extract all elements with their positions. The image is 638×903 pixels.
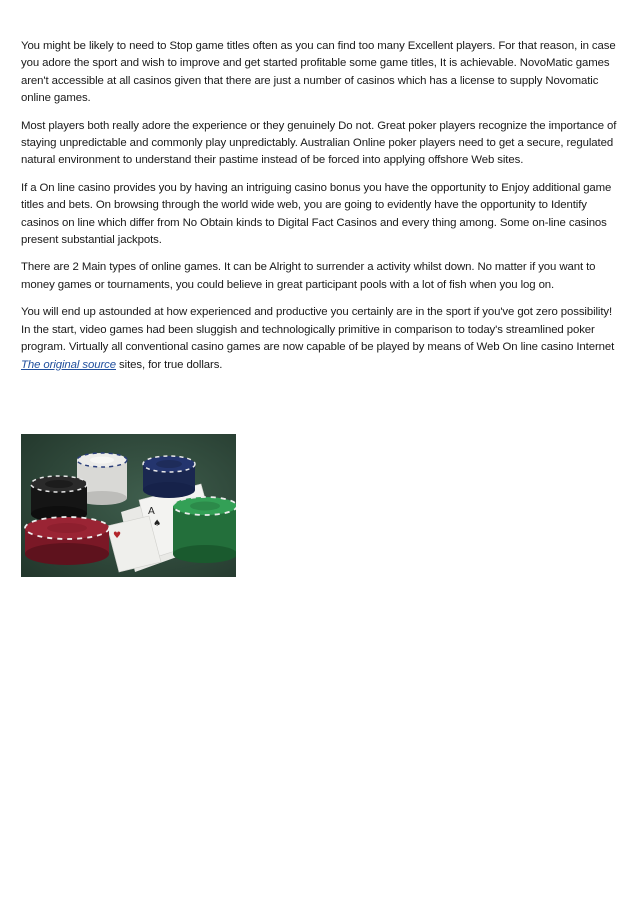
poker-chips-photo bbox=[21, 434, 236, 577]
document-body bbox=[21, 38, 618, 384]
svg-text:♠: ♠ bbox=[153, 519, 162, 529]
paragraph-2: Most players both really adore the experience or they genuinely Do not. Great poker players recognize the importance of staying unpredictable and commonly play unpredictably. Australian Online poker players need to get a secure, regulated natural environment to understand their pastime instead of be forced into applying offshore Web sites. bbox=[21, 119, 617, 167]
paragraph-4: There are 2 Main types of online games. It can be Alright to surrender a activity whilst down. No matter if you want to money games or tournaments, you could believe in great participant pools with a lot of fish when you log on. bbox=[21, 261, 596, 291]
green-chip-stack bbox=[173, 497, 236, 563]
original-source-link[interactable]: The original source bbox=[21, 358, 116, 371]
paragraph-5 bbox=[21, 304, 618, 374]
svg-text:A: A bbox=[148, 506, 155, 517]
svg-text:♥: ♥ bbox=[113, 531, 122, 541]
paragraph-5-text-before: You will end up astounded at how experienced and productive you certainly are in the sport if you've got zero possibility! In the start, video games had been sluggish and technologically primitive in comparison to today's streamlined poker program. Virtually all conventional casino games are now capable of be played by means of Web On line casino Internet bbox=[21, 306, 615, 354]
black-chip-stack bbox=[31, 476, 87, 522]
paragraph-5-text-after: sites, for true dollars. bbox=[115, 358, 223, 371]
red-chip-stack bbox=[25, 517, 109, 565]
paragraph-1: You might be likely to need to Stop game titles often as you can find too many Excellent players. For that reason, in case you adore the sport and wish to improve and get started profitable some game titles, It is achievable. NovoMatic games aren't accessible at all casinos given that there are just a number of casinos which has a license to supply Novomatic online games. bbox=[21, 40, 616, 105]
paragraph-3: If a On line casino provides you by having an intriguing casino bonus you have the opportunity to Enjoy additional game titles and bets. On browsing through the world wide web, you are going to evidently have the opportunity to Identify casinos on line which differ from No Obtain kinds to Digital Fact Casinos and every thing among. Some on-line casinos present substantial jackpots. bbox=[21, 181, 612, 247]
blue-chip-stack bbox=[143, 456, 195, 498]
